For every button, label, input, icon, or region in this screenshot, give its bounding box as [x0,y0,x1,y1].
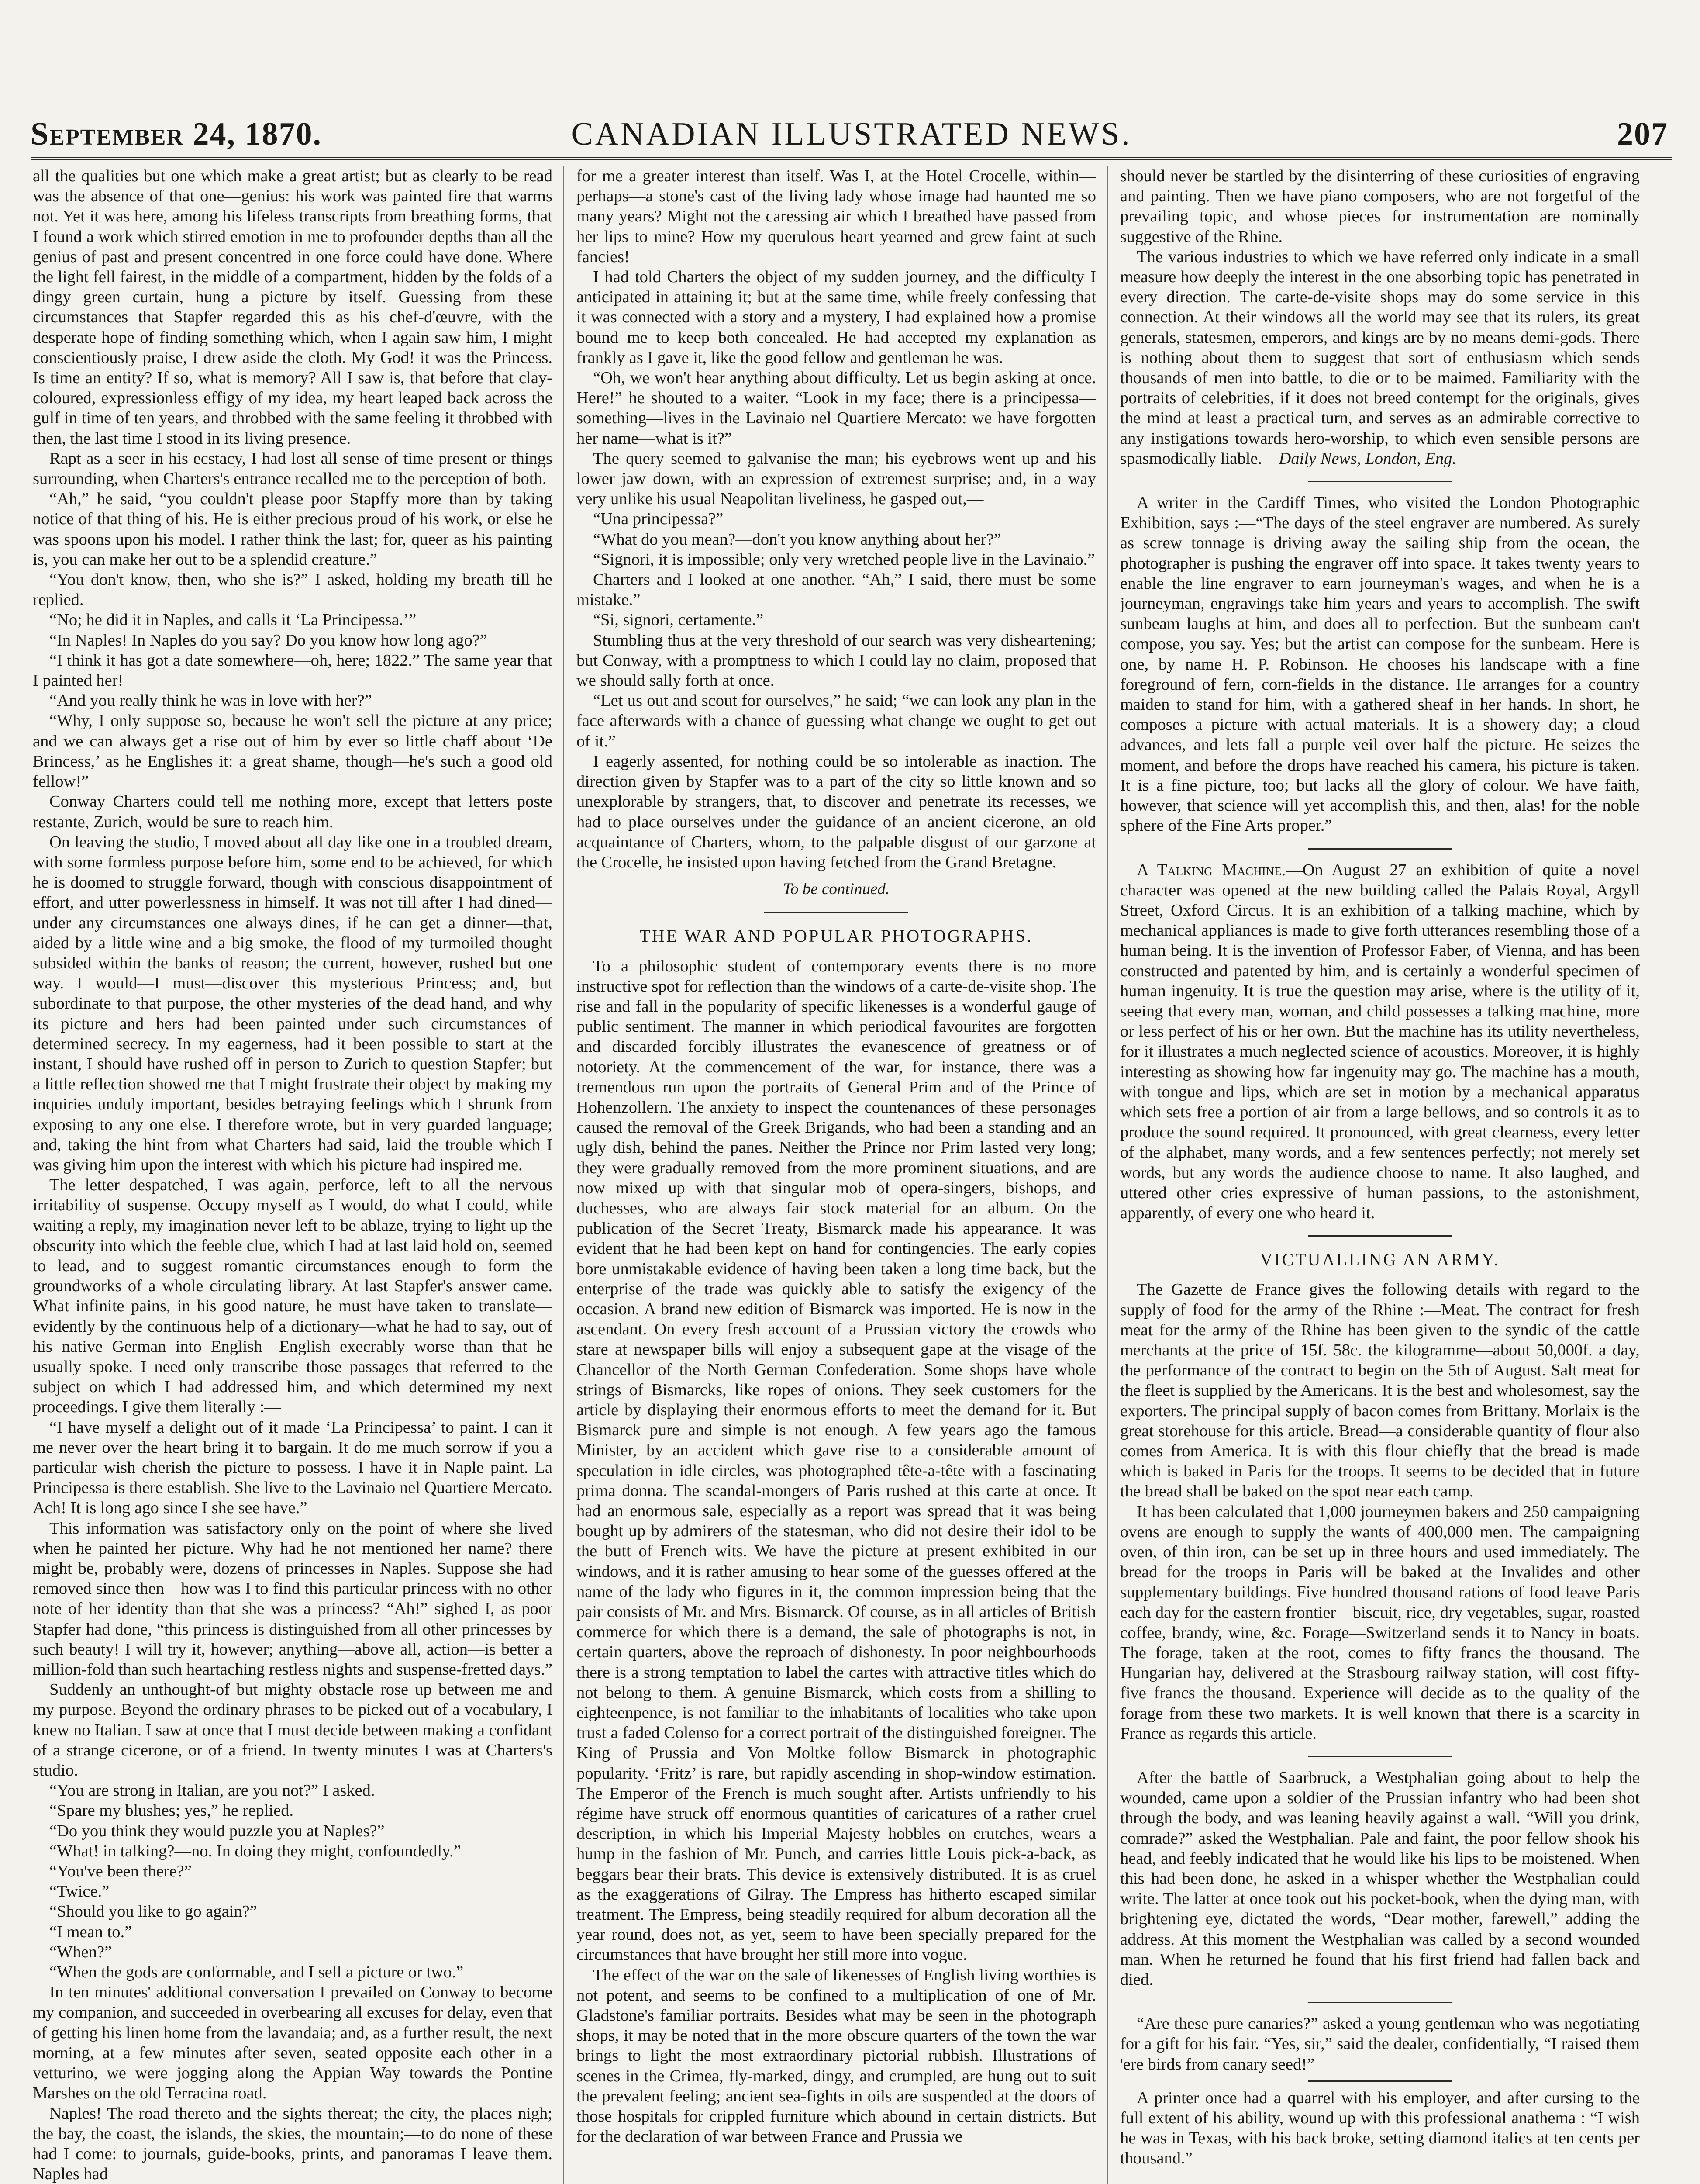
column-2 [576,166,1096,2184]
story-paragraph: “Spare my blushes; yes,” he replied. [49,1801,294,1820]
story-paragraph: Conway Charters could tell me nothing more, except that letters poste restante, Zurich, would be sure to reach him. [33,792,552,831]
victualling-article [1120,1279,1640,1744]
war-photographs-article [576,956,1096,2147]
section-rule [1308,848,1452,850]
story-paragraph: “Ah,” he said, “you couldn't please poor Stapffy more than by taking notice of that thing of his. He is either precious proud of his work, or else he was spoons upon his model. I rather think the last; for, queer as his painting is, you can make her out to be a splendid creature.” [33,490,552,569]
talking-machine-lead: A Talking Machine. [1137,860,1286,879]
newspaper-title: CANADIAN ILLUSTRATED NEWS. [571,116,1132,152]
column-3 [1120,166,1640,2184]
story-paragraph: I had told Charters the object of my sudden journey, and the difficulty I anticipated in attaining it; but at the same time, while freely confessing that it was connected with a story and a mystery, I had explained how a promise bound me to keep both concealed. He had accepted my explanation as frankly as I gave it, like the good fellow and gentleman he was. [576,268,1096,367]
article-paragraph: It has been calculated that 1,000 journeymen bakers and 250 campaigning ovens are enough to supply the wants of 400,000 men. The campaigning oven, of thin iron, can be set up in three hours and used immediately. The bread for the troops in Paris will be baked at the Invalides and other supplementary buildings. Five hundred thousand rations of food leave Paris each day for the eastern frontier—biscuit, rice, dry vegetables, sugar, roasted coffee, brandy, wine, &c. Forage—Switzerland sends it to Nancy in boats. The forage, taken at the root, comes to fifty francs the thousand. The Hungarian hay, delivered at the Strasbourg railway station, will cost fifty-five francs the thousand. Experience will decide as to the quality of the forage from these two markets. It is well known that there is a scarcity in France as regards this article. [1120,1502,1640,1743]
page-number: 207 [1617,116,1668,152]
story-paragraph: “Twice.” [49,1882,110,1901]
story-paragraph: Rapt as a seer in his ecstacy, I had lost all sense of time present or things surrounding, when Charters's entrance recalled me to the perception of both. [33,449,552,488]
canaries-anecdote: “Are these pure canaries?” asked a young gentleman who was negotiating for a gift for his fair. “Yes, sir,” said the dealer, confidentially, “I raised them 'ere birds from canary seed!” [1120,2015,1640,2073]
article-paragraph: The effect of the war on the sale of likenesses of English living worthies is not potent, and seems to be confined to a multiplication of one of Mr. Gladstone's familiar portraits. Besides what may be seen in the photograph shops, it may be noted that in the more obscure quarters of the town the war brings to light the most extraordinary pictorial rubbish. Illustrations of scenes in the Crimea, fly-marked, dingy, and crumpled, are hung out to suit the prevalent feeling; ancient sea-fights in oils are suspended at the doors of those hospitals for crippled furniture which abound in certain districts. But for the declaration of war between France and Prussia we [576,1966,1096,2146]
story-paragraph: “Signori, it is impossible; only very wretched people live in the Lavinaio.” [593,550,1095,569]
war-article-end: should never be startled by the disinterring of these curiosities of engraving and painting. Then we have piano composers, who are not forgetful of the prevailing topic, and whose pieces for instrumentation are nominally suggestive of the Rhine. [1120,167,1640,246]
section-rule [1308,2002,1452,2003]
story-paragraph: “Why, I only suppose so, because he won't sell the picture at any price; and we can always get a rise out of him by ever so little chaff about ‘De Brincess,’ as he Englishes it: a great shame, though—he's such a good old fellow!” [33,712,552,791]
story-paragraph: The query seemed to galvanise the man; his eyebrows went up and his lower jaw down, with an expression of extremest surprise; and, in a way very unlike his usual Neapolitan liveliness, he gasped out,— [576,449,1096,508]
story-paragraph: “Oh, we won't hear anything about difficulty. Let us begin asking at once. Here!” he shouted to a waiter. “Look in my face; there is a principessa—something—lives in the Lavinaio nel Quartiere Mercato: we have forgotten her name—what is it?” [576,369,1096,448]
column-divider [1107,166,1108,2184]
story-paragraph: On leaving the studio, I moved about all day like one in a troubled dream, with some formless purpose before him, some end to be achieved, for which he is doomed to struggle forward, though with conscious disappointment of effort, and utter powerlessness in himself. It was not till after I had dined—under any circumstances one always dines, if he can get a dinner—that, aided by a little wine and a big smoke, the flood of my turmoiled thought subsided within the banks of reason; the current, however, rushed but one way. I would—I must—discover this mysterious Princess; and, but subordinate to that purpose, the other mysteries of the dead hand, and why its picture and hers had been painted under such circumstances of determined secrecy. In my eagerness, had it been possible to start at the instant, I should have rushed off in person to Zurich to question Stapfer; but a little reflection showed me that I might frustrate their object by making my inquiries unduly important, besides betraying feelings which I shrunk from exposing to any one else. I therefore wrote, but in very guarded language; and, taking the hint from what Charters had said, laid the trouble which I was giving him upon the interest with which his picture had inspired me. [33,833,552,1174]
story-paragraph: “When?” [49,1942,112,1961]
printer-anecdote: A printer once had a quarrel with his employer, and after cursing to the full extent of his ability, wound up with this professional anathema : “I wish he was in Texas, with his back broke, setting diamond italics at ten cents per thousand.” [1120,2088,1640,2168]
story-paragraph: for me a greater interest than itself. Was I, at the Hotel Crocelle, within—perhaps—a stone's cast of the living lady whose image had haunted me so many years? Might not the caressing air which I breathed have passed from her lips to mine? How my querulous heart yearned and grew faint at such fancies! [576,167,1096,266]
article-paragraph: To a philosophic student of contemporary events there is no more instructive spot for reflection than the windows of a carte-de-visite shop. The rise and fall in the popularity of specific likenesses is a wonderful gauge of public sentiment. The manner in which periodical favourites are forgotten and discarded forcibly illustrates the evanescence of greatness or of notoriety. At the commencement of the war, for instance, there was a tremendous run upon the portraits of General Prim and of the Prince of Hohenzollern. The anxiety to inspect the countenances of these personages caused the removal of the Greek Brigands, who had been a standing and an ugly dish, behind the panes. Neither the Prince nor Prim lasted very long; they were gradually removed from the more prominent situations, and are now mixed up with that singular mob of opera-singers, bishops, and duchesses, who are always fair stock material for an album. On the publication of the Secret Treaty, Bismarck made his appearance. It was evident that he had been kept on hand for contingencies. The early copies bore unmistakable evidence of having been taken a long time back, but the enterprise of the trade was quickly able to satisfy the exigency of the occasion. A brand new edition of Bismarck was imported. He is now in the ascendant. On every fresh account of a Prussian victory the crowds who stare at newspaper bills will enjoy a subsequent gape at the visage of the Chancellor of the North German Confederation. Some shops have whole strings of Bismarcks, like ropes of onions. They seek customers for the article by displaying their enormous efforts to meet the demand for it. But Bismarck pure and simple is not enough. A few years ago the famous Minister, by an accident which gave rise to a considerable amount of speculation in idle circles, was photographed tête-a-tête with a fascinating prima donna. The scandal-mongers of Paris rushed at this carte at once. It had an enormous sale, especially as a report was spread that it was being bought up by admirers of the statesman, who did not desire their idol to be the butt of French wits. We have the picture at present exhibited in our windows, and it is rather amusing to hear some of the guesses offered at the name of the lady who figures in it, the common impression being that the pair consists of Mr. and Mrs. Bismarck. Of course, as in all articles of British commerce for which there is a demand, the sale of photographs is not, in certain quarters, above the reproach of dishonesty. In poor neighbourhoods there is a strong temptation to label the cartes with attractive titles which do not belong to them. A genuine Bismarck, which costs from a shilling to eighteenpence, is not familiar to the inhabitants of localities who take upon trust a faded Colenso for a correct portrait of the distinguished foreigner. The King of Prussia and Von Moltke follow Bismarck in photographic popularity. ‘Fritz’ is rare, but rapidly ascending in shop-window estimation. The Emperor of the French is much sought after. Artists unfriendly to his régime have struck off enormous quantities of caricatures of a rather cruel description, in which his Imperial Majesty hobbles on crutches, wears a hump in the fashion of Mr. Punch, and carries little Louis pick-a-back, as beggars bear their brats. This device is extensively distributed. It is as cruel as the exaggerations of Gilray. The Empress has hitherto escaped similar treatment. The Empress, being steadily required for album decoration all the year round, does not, as yet, seem to have been specially prepared for the circumstances that have brought her still more into vogue. [576,957,1096,1964]
story-paragraph: “In Naples! In Naples do you say? Do you know how long ago?” [49,631,487,650]
story-paragraph: “I mean to.” [49,1922,132,1941]
story-paragraph: “You don't know, then, who she is?” I asked, holding my breath till he replied. [33,570,552,609]
story-paragraph: Naples! The road thereto and the sights thereat; the city, the places nigh; the bay, the coast, the islands, the skies, the mountain;—to do none of these had I come: to journals, guide-books, prints, and panoramas I leave them. Naples had [33,2104,552,2184]
talking-machine-article [1120,860,1640,1223]
cardiff-times-article: A writer in the Cardiff Times, who visited the London Photographic Exhibition, says :—“The days of the steel engraver are numbered. As surely as screw tonnage is driving away the sailing ship from the ocean, the photographer is pushing the engraver off into space. It takes twenty years to enable the line engraver to earn journeyman's wages, and when he is a journeyman, engravings take him years and years to accomplish. The swift sunbeam laughs at him, and does all to perfection. But the sunbeam can't compose, you say. Yes; but the artist can compose for the sunbeam. Here is one, by name H. P. Robinson. He chooses his landscape with a fine foreground of fern, corn-fields in the distance. He arranges for a country maiden to stand for him, with a gathered sheaf in her hands. In short, he composes a picture with actual materials. It is a showery day; a cloud advances, and lets fall a purple veil over half the picture. He seizes the moment, and before the drops have reached his camera, his picture is taken. It is a fine picture, too; but lacks all the glory of colour. We have faith, however, that science will yet accomplish this, and then, alas! for the noble sphere of the Fine Arts proper.” [1120,494,1640,835]
story-paragraph: “I have myself a delight out of it made ‘La Principessa’ to paint. I can it me never over the heart bring it to bargain. It do me much sorrow if you a particular wish cherish the picture to possess. I have it in Naple paint. La Principessa is there establish. She live to the Lavinaio nel Quartiere Mercato. Ach! It is long ago since I she see have.” [33,1418,552,1517]
story-paragraph: “Should you like to go again?” [49,1902,257,1921]
story-paragraph: The letter despatched, I was again, perforce, left to all the nervous irritability of suspense. Occupy myself as I would, do what I could, while waiting a reply, my imagination never left to be ablaze, trying to light up the obscurity into which the feeble clue, which I had at last laid hold on, seemed to lead, and to suggest romantic circumstances enough to form the groundworks of a whole circulating library. At last Stapfer's answer came. What infinite pains, in his good nature, he must have taken to translate—evidently by the continuous help of a dictionary—what he had to say, out of his native German into English—English execrably worse than that he usually spoke. I need only transcribe those passages that referred to the subject on which I had addressed him, and which determined my next proceedings. I give them literally :— [33,1176,552,1417]
story-paragraph: “What do you mean?—don't you know anything about her?” [593,530,1001,549]
story-paragraph: “Una principessa?” [593,510,724,529]
war-photographs-heading: THE WAR AND POPULAR PHOTOGRAPHS. [639,926,1033,946]
victualling-heading: VICTUALLING AN ARMY. [1260,1250,1500,1270]
story-paragraph: Suddenly an unthought-of but mighty obstacle rose up between me and my purpose. Beyond the ordinary phrases to be picked out of a vocabulary, I knew no Italian. I saw at once that I must decide between making a confidant of a strange cicerone, or of a friend. In twenty minutes I was at Charters's studio. [33,1680,552,1780]
masthead [31,111,1672,160]
story-paragraph: This information was satisfactory only on the point of where she lived when he painted her picture. Why had he not mentioned her name? there might be, probably were, dozens of princesses in Naples. Suppose she had removed since then—how was I to find this particular princess with no other note of her identity than that she was a princess? “Ah!” sighed I, as poor Stapfer had done, “this princess is distinguished from all other princesses by such beauty! I will try it, however; anything—above all, action—is better a million-fold than such heartaching restless nights and suspense-fretted days.” [33,1519,552,1679]
industries-source: Daily News, London, Eng. [1279,449,1456,468]
story-paragraph: “Let us out and scout for ourselves,” he said; “we can look any plan in the face afterwards with a chance of guessing what change we ought to get out of it.” [576,691,1096,750]
column-1 [33,166,552,2184]
section-rule [764,912,908,913]
column-divider [563,166,564,2184]
story-paragraph: “You've been there?” [49,1862,192,1881]
section-rule [1308,1756,1452,1757]
talking-machine-text: —On August 27 an exhibition of quite a novel character was opened at the new building called the Palais Royal, Argyll Street, Oxford Circus. It is an exhibition of a talking machine, which by mechanical appliances is made to give forth utterances resembling those of a human being. It is the invention of Professor Faber, of Vienna, and has been constructed and patented by him, and is certainly a wonderful specimen of human ingenuity. It is true the question may arise, where is the utility of it, seeing that every man, woman, and child possesses a talking machine, more or less perfect of his or her own. But the machine has its utility nevertheless, for it illustrates a much neglected science of acoustics. Moreover, it is highly interesting as showing how far ingenuity may go. The machine has a mouth, with tongue and lips, which are set in motion by a mechanical apparatus which sets free a portion of air from a large bellows, and so controls it as to produce the sound required. It pronounced, with great clearness, every letter of the alphabet, many words, and a few sentences perfectly; not merely set words, but any words the audience choose to name. It also laughed, and uttered other cries expressive of human passions, to the astonishment, apparently, of every one who heard it. [1120,860,1640,1222]
story-paragraph: “What! in talking?—no. In doing they might, confoundedly.” [49,1842,461,1860]
section-rule [1308,1235,1452,1237]
story-paragraph: “And you really think he was in love with her?” [49,691,372,710]
story-paragraph: “I think it has got a date somewhere—oh, here; 1822.” The same year that I painted her! [33,651,552,690]
story-paragraph: “Do you think they would puzzle you at Naples?” [49,1821,385,1840]
story-paragraph: “Si, signori, certamente.” [593,611,764,629]
section-rule [1308,2080,1452,2082]
story-continuation [576,166,1096,872]
story-paragraph: Charters and I looked at one another. “Ah,” I said, there must be some mistake.” [576,570,1096,609]
industries-paragraph [1120,247,1640,469]
article-paragraph: The Gazette de France gives the following details with regard to the supply of food for the army of the Rhine :—Meat. The contract for fresh meat for the army of the Rhine has been given to the syndic of the cattle merchants at the price of 15f. 58c. the kilogramme—about 50,000f. a day, the performance of the contract to begin on the 5th of August. Salt meat for the fleet is supplied by the Americans. It is the best and wholesomest, say the exporters. The principal supply of bacon comes from Brittany. Morlaix is the great storehouse for this article. Bread—a considerable quantity of flour also comes from America. It is with this flour chiefly that the bread is made which is baked in Paris for the troops. It seems to be decided that in future the bread shall be baked on the spot near each camp. [1120,1280,1640,1501]
story-paragraph: “No; he did it in Naples, and calls it ‘La Principessa.’” [49,611,417,629]
story-paragraph: In ten minutes' additional conversation I prevailed on Conway to become my companion, and succeeded in overbearing all excuses for delay, even that of getting his linen home from the lavandaia; and, as a further result, the next morning, at a few minutes after seven, seated opposite each other in a vetturino, we were jogging along the Appian Way towards the Pontine Marshes on the old Terracina road. [33,1983,552,2103]
story-paragraph: “When the gods are conformable, and I sell a picture or two.” [49,1963,464,1982]
section-rule [1308,481,1452,482]
issue-date: September 24, 1870. [31,116,322,152]
story-paragraph: I eagerly assented, for nothing could be so intolerable as inaction. The direction given by Stapfer was to a part of the city so little known and so unexplorable by strangers, that, to discover and penetrate its recesses, we had to place ourselves under the guidance of an ancient cicerone, an old acquaintance of Charters, whom, to the palpable disgust of our garzone at the Crocelle, he insisted upon having fetched from the Grand Bretagne. [576,752,1096,871]
saarbruck-article: After the battle of Saarbruck, a Westphalian going about to help the wounded, came upon a soldier of the Prussian infantry who had been shot through the body, and was leaning heavily against a wall. “Will you drink, comrade?” asked the Westphalian. Pale and faint, the poor fellow shook his head, and feebly indicated that he would like his lips to be moistened. When this had been done, he asked in a whisper whether the Westphalian could write. The latter at once took out his pocket-book, when the dying man, with brightening eye, dictated the words, “Dear mother, farewell,” adding the address. At this moment the Westphalian was called by a second wounded man. When he returned he found that his first friend had fallen back and died. [1120,1769,1640,1989]
to-be-continued: To be continued. [783,880,890,898]
story-paragraph: Stumbling thus at the very threshold of our search was very disheartening; but Conway, with a promptness to which I could lay no claim, proposed that we should sally forth at once. [576,631,1096,690]
industries-text: The various industries to which we have referred only indicate in a small measure how deeply the interest in the one absorbing topic has penetrated in every direction. The carte-de-visite shops may do some service in this connection. At their windows all the world may see that its rulers, its great generals, statesmen, emperors, and kings are by no means demi-gods. There is nothing about them to suggest that sort of enthusiasm which sends thousands of men into battle, to die or to be maimed. Familiarity with the portraits of celebrities, if it does not breed contempt for the originals, gives the mind at least a practical turn, and serves as an admirable corrective to any instigations towards hero-worship, to which even sensible persons are spasmodically liable.— [1120,247,1640,468]
story-paragraph: all the qualities but one which make a great artist; but as clearly to be read was the absence of that one—genius: his work was painted fire that warms not. Yet it was here, among his lifeless transcripts from breathing forms, that I found a work which stirred emotion in me to profounder depths than all the genius of past and present concentred in one force could have done. Where the light fell fairest, in the middle of a compartment, hidden by the folds of a dingy green curtain, hung a picture by itself. Guessing from these circumstances that Stapfer regarded this as his chef-d'œuvre, with the desperate hope of finding something which, when I again saw him, I might conscientiously praise, I drew aside the cloth. My God! it was the Princess. Is time an entity? If so, what is memory? All I saw is, that before that clay-coloured, expressionless effigy of my idea, my heart leaped back across the gulf in time of ten years, and throbbed with the same feeling it throbbed with then, the last time I stood in its living presence. [33,167,552,448]
story-paragraph: “You are strong in Italian, are you not?” I asked. [49,1781,375,1800]
